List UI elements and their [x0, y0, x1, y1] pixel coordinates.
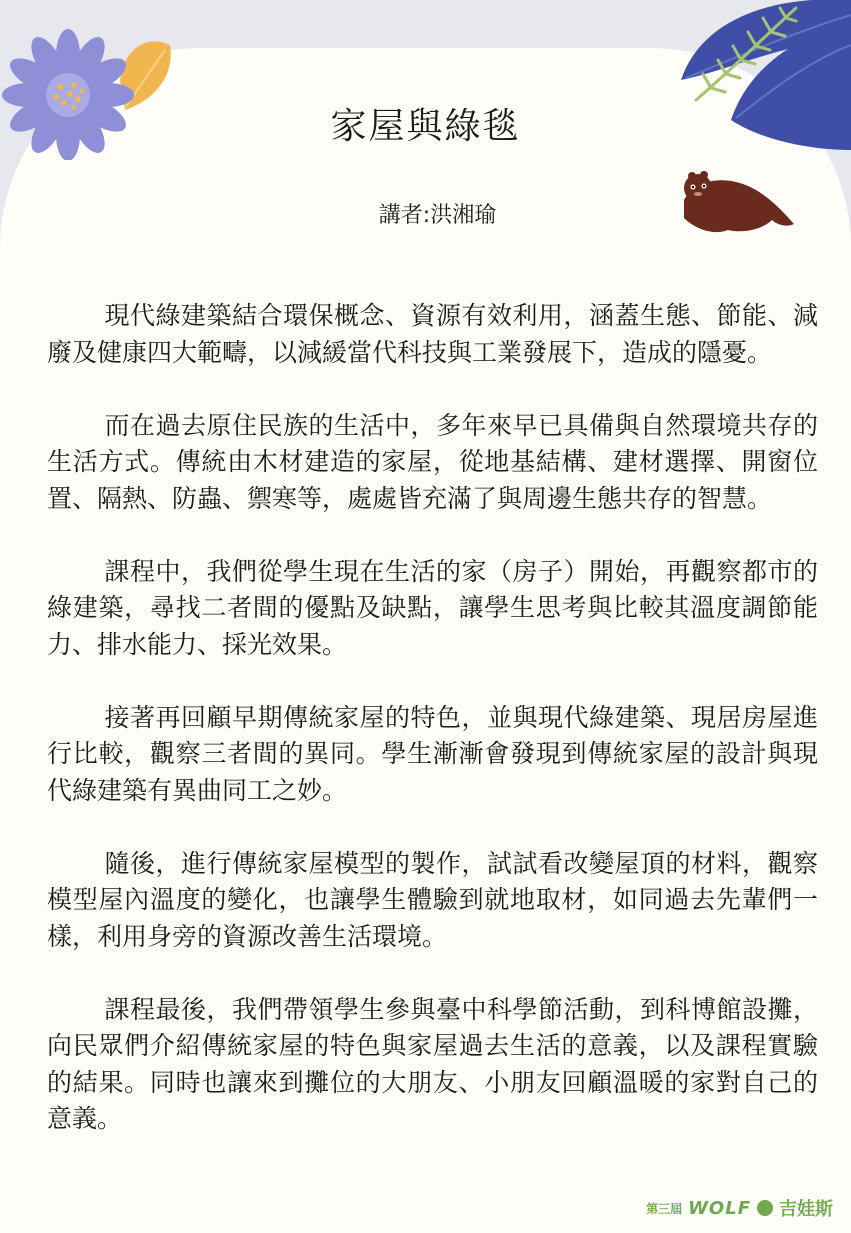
paragraph: 現代綠建築結合環保概念、資源有效利用，涵蓋生態、節能、減廢及健康四大範疇，以減緩當代科技與工業發展下，造成的隱憂。 [47, 301, 818, 367]
paragraph: 隨後，進行傳統家屋模型的製作，試試看改變屋頂的材料，觀察模型屋內溫度的變化，也讓學生體驗到就地取材，如同過去先輩們一樣，利用身旁的資源改善生活環境。 [47, 848, 818, 951]
page-title: 家屋與綠毯 [330, 106, 521, 147]
brand-dot-icon [757, 1200, 773, 1216]
article-body [47, 298, 818, 1174]
footer-name: 吉娃斯 [779, 1199, 833, 1220]
speaker-line: 講者:洪湘瑜 [378, 203, 497, 228]
paragraph: 而在過去原住民族的生活中，多年來早已具備與自然環境共存的生活方式。傳統由木材建造的家屋，從地基結構、建材選擇、開窗位置、隔熱、防蟲、禦寒等，處處皆充滿了與周邊生態共存的智慧。 [47, 410, 818, 513]
footer-brand: WOLF [688, 1197, 751, 1219]
paragraph: 接著再回顧早期傳統家屋的特色，並與現代綠建築、現居房屋進行比較，觀察三者間的異同。學生漸漸會發現到傳統家屋的設計與現代綠建築有異曲同工之妙。 [47, 702, 818, 805]
footer-logo [646, 1195, 833, 1221]
paragraph: 課程最後，我們帶領學生參與臺中科學節活動，到科博館設攤，向民眾們介紹傳統家屋的特色與家屋過去生活的意義，以及課程實驗的結果。同時也讓來到攤位的大朋友、小朋友回顧溫暖的家對自己的意義。 [47, 994, 818, 1133]
paragraph: 課程中，我們從學生現在生活的家（房子）開始，再觀察都市的綠建築，尋找二者間的優點及缺點，讓學生思考與比較其溫度調節能力、排水能力、採光效果。 [47, 556, 818, 659]
footer-edition: 第三屆 [646, 1201, 683, 1216]
